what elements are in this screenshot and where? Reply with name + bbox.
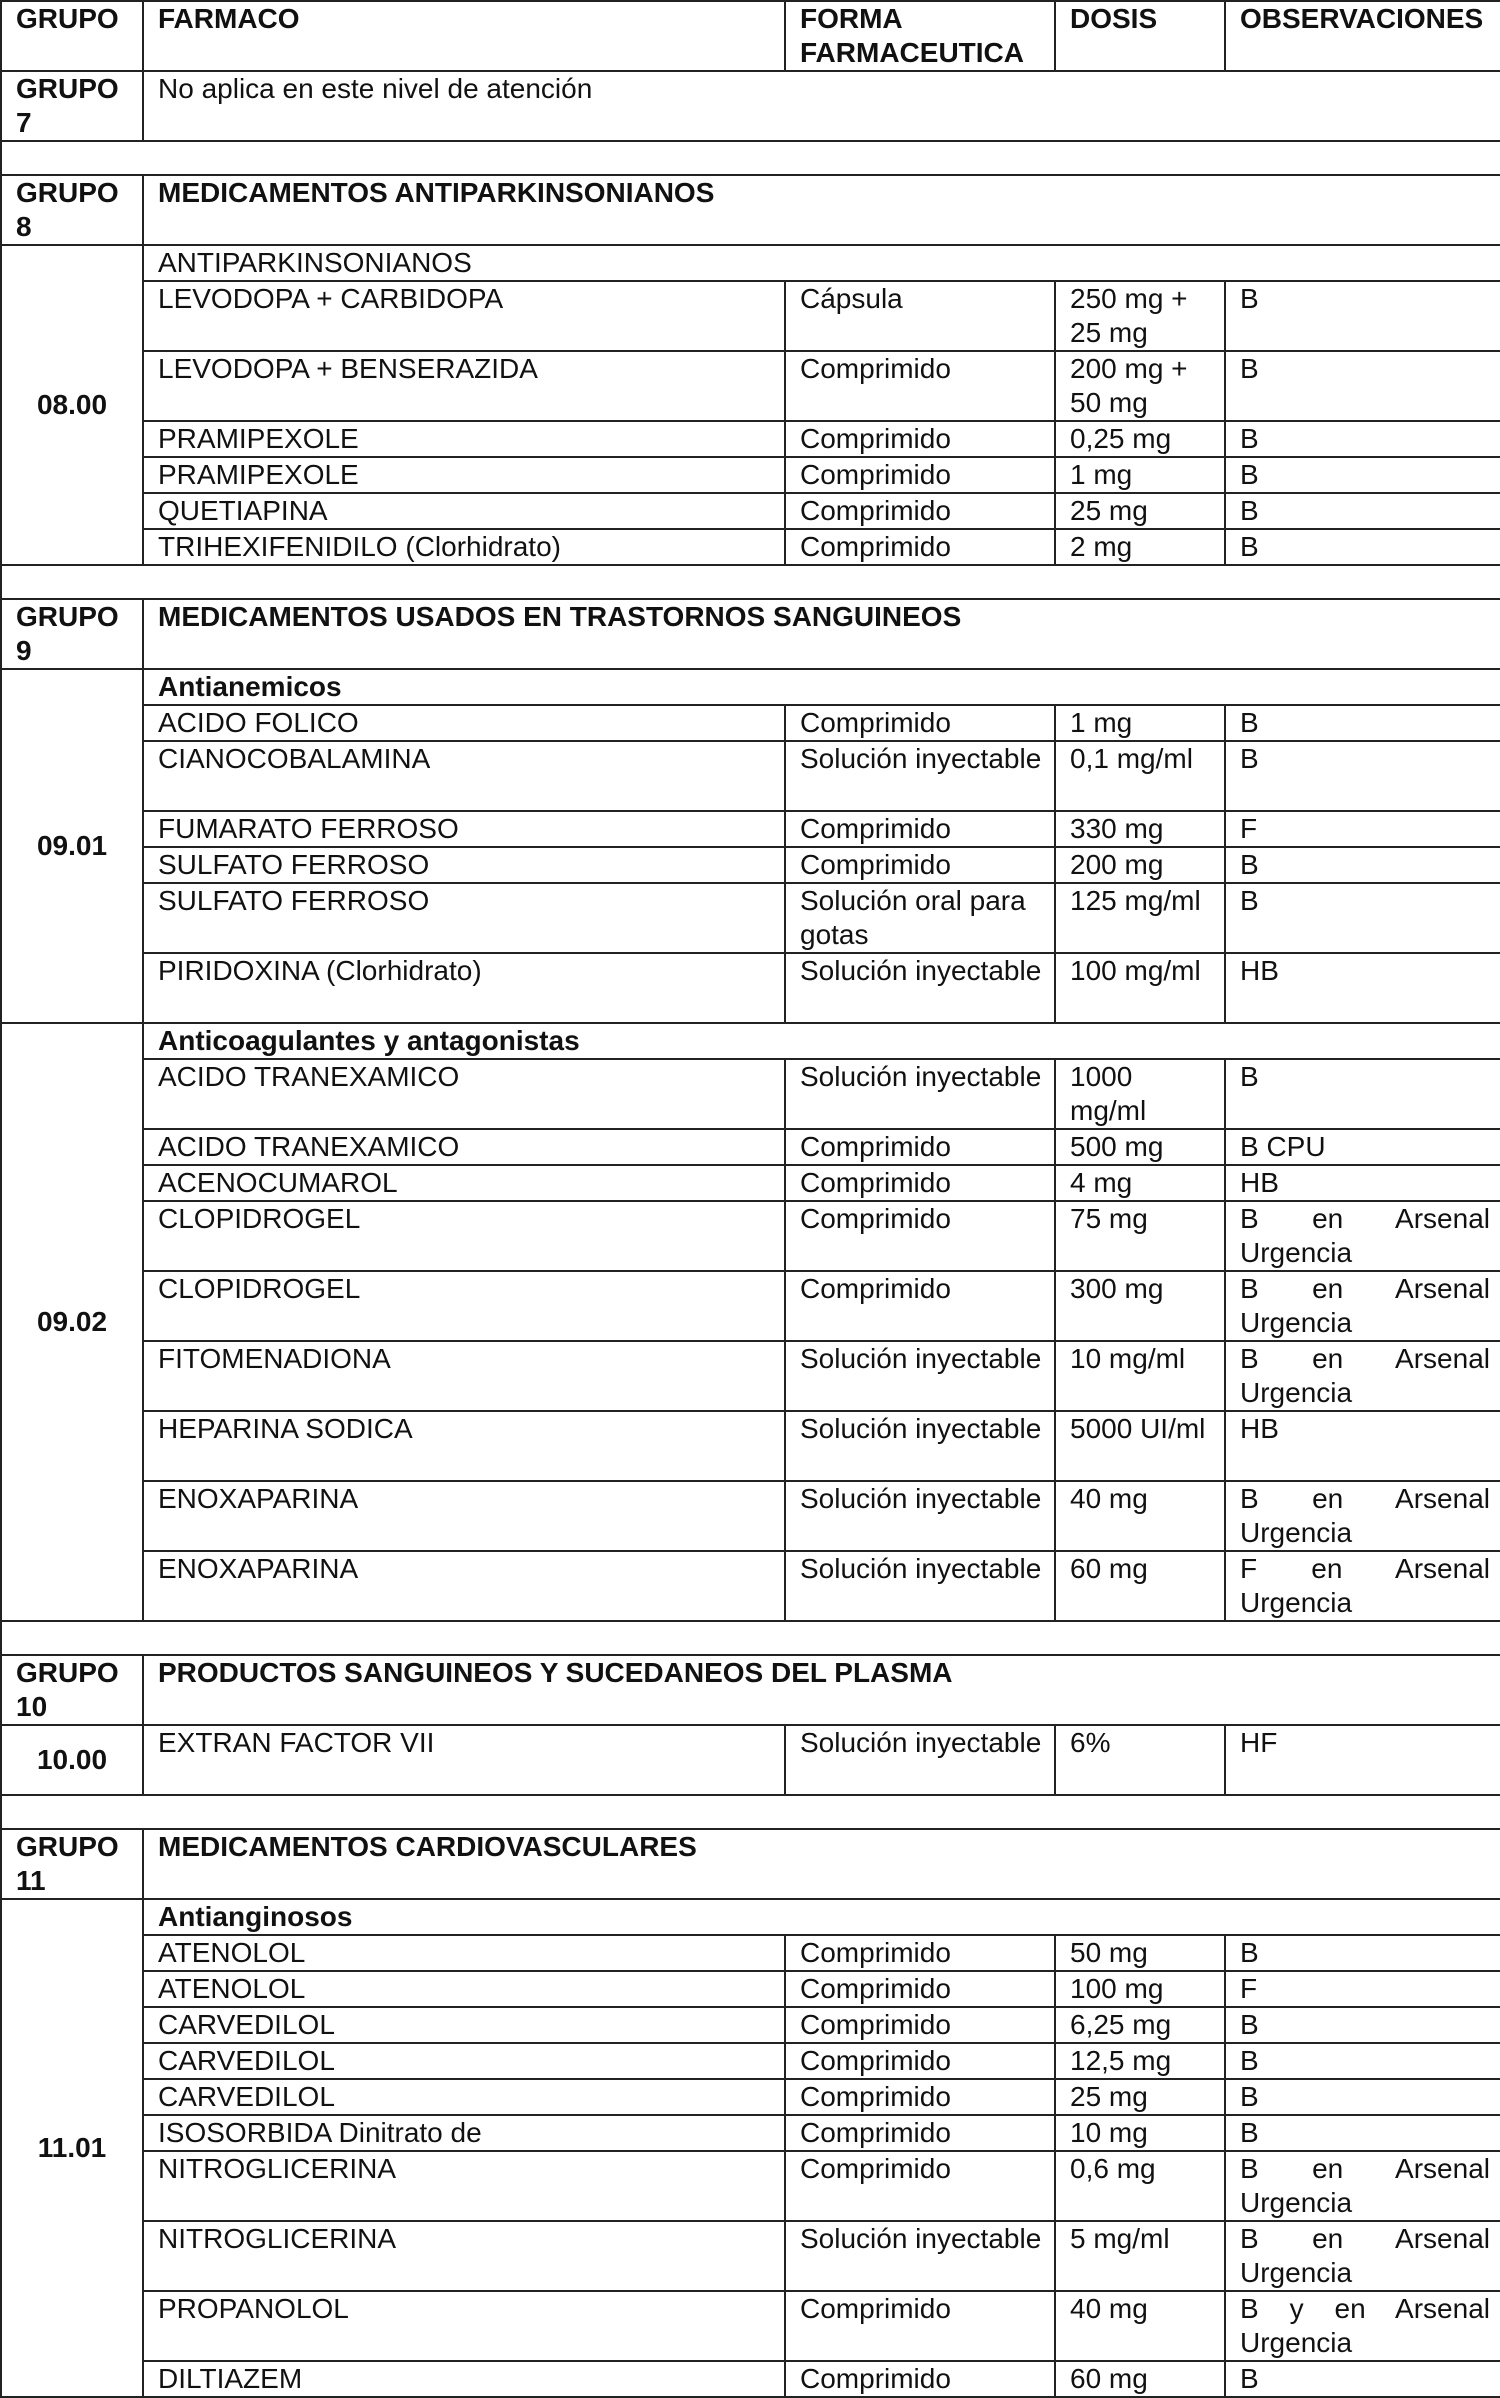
drug-row [1, 2007, 1500, 2043]
drug-row [1, 2079, 1500, 2115]
drug-row [1, 1481, 1500, 1551]
dose: 12,5 mg [1055, 2043, 1225, 2079]
group-note: No aplica en este nivel de atención [143, 71, 1500, 141]
drug-row [1, 1201, 1500, 1271]
section-subtitle-row [1, 245, 1500, 281]
drug-name: ACIDO TRANEXAMICO [143, 1059, 785, 1129]
group-title: MEDICAMENTOS USADOS EN TRASTORNOS SANGUINEOS [143, 599, 1500, 669]
drug-name: NITROGLICERINA [143, 2221, 785, 2291]
drug-name: LEVODOPA + BENSERAZIDA [143, 351, 785, 421]
dosage-form: Comprimido [785, 1971, 1055, 2007]
drug-row [1, 1059, 1500, 1129]
dose: 100 mg [1055, 1971, 1225, 2007]
section-code: 11.01 [1, 1899, 143, 2397]
group-title: MEDICAMENTOS CARDIOVASCULARES [143, 1829, 1500, 1899]
dose: 10 mg [1055, 2115, 1225, 2151]
dosage-form: Comprimido [785, 2361, 1055, 2397]
drug-name: EXTRAN FACTOR VII [143, 1725, 785, 1795]
observation: B y en Arsenal Urgencia [1225, 2291, 1500, 2361]
drug-row [1, 1411, 1500, 1481]
observation: B en Arsenal Urgencia [1225, 1481, 1500, 1551]
drug-row [1, 1935, 1500, 1971]
dosage-form: Comprimido [785, 2115, 1055, 2151]
dosage-form: Comprimido [785, 457, 1055, 493]
dose: 75 mg [1055, 1201, 1225, 1271]
dose: 500 mg [1055, 1129, 1225, 1165]
dosage-form: Solución inyectable [785, 1059, 1055, 1129]
group-header-row [1, 175, 1500, 245]
dosage-form: Comprimido [785, 351, 1055, 421]
drug-name: LEVODOPA + CARBIDOPA [143, 281, 785, 351]
dosage-form: Comprimido [785, 2291, 1055, 2361]
spacer-cell [1, 565, 1500, 599]
dosage-form: Solución inyectable [785, 1411, 1055, 1481]
drug-name: NITROGLICERINA [143, 2151, 785, 2221]
observation: HB [1225, 953, 1500, 1023]
section-subtitle: Antianginosos [143, 1899, 1500, 1935]
dose: 4 mg [1055, 1165, 1225, 1201]
header-row [1, 1, 1500, 71]
dosage-form: Comprimido [785, 493, 1055, 529]
group-title: MEDICAMENTOS ANTIPARKINSONIANOS [143, 175, 1500, 245]
group-header-row [1, 1655, 1500, 1725]
drug-name: ACIDO FOLICO [143, 705, 785, 741]
drug-row [1, 457, 1500, 493]
observation: B [1225, 457, 1500, 493]
drug-name: SULFATO FERROSO [143, 883, 785, 953]
drug-name: CIANOCOBALAMINA [143, 741, 785, 811]
drug-name: ISOSORBIDA Dinitrato de [143, 2115, 785, 2151]
dosage-form: Solución oral para gotas [785, 883, 1055, 953]
drug-row [1, 2221, 1500, 2291]
observation: F [1225, 811, 1500, 847]
spacer-cell [1, 1795, 1500, 1829]
header-forma: FORMA FARMACEUTICA [785, 1, 1055, 71]
group-header-row [1, 1829, 1500, 1899]
observation: B [1225, 1935, 1500, 1971]
dose: 0,6 mg [1055, 2151, 1225, 2221]
section-subtitle-row [1, 1899, 1500, 1935]
section-code: 08.00 [1, 245, 143, 565]
group-title: PRODUCTOS SANGUINEOS Y SUCEDANEOS DEL PLASMA [143, 1655, 1500, 1725]
observation: B en Arsenal Urgencia [1225, 2151, 1500, 2221]
dose: 125 mg/ml [1055, 883, 1225, 953]
drug-row [1, 1341, 1500, 1411]
header-observaciones: OBSERVACIONES [1225, 1, 1500, 71]
dose: 40 mg [1055, 2291, 1225, 2361]
group-header-row [1, 71, 1500, 141]
drug-name: FITOMENADIONA [143, 1341, 785, 1411]
dose: 6,25 mg [1055, 2007, 1225, 2043]
dosage-form: Comprimido [785, 2043, 1055, 2079]
spacer-cell [1, 1621, 1500, 1655]
drug-row [1, 421, 1500, 457]
dose: 1 mg [1055, 705, 1225, 741]
drug-name: CLOPIDROGEL [143, 1201, 785, 1271]
dose: 200 mg + 50 mg [1055, 351, 1225, 421]
dose: 40 mg [1055, 1481, 1225, 1551]
observation: F [1225, 1971, 1500, 2007]
dose: 250 mg + 25 mg [1055, 281, 1225, 351]
drug-row [1, 1551, 1500, 1621]
dosage-form: Comprimido [785, 1129, 1055, 1165]
drug-row [1, 705, 1500, 741]
drug-name: CARVEDILOL [143, 2079, 785, 2115]
observation: B en Arsenal Urgencia [1225, 1201, 1500, 1271]
drug-row [1, 2115, 1500, 2151]
drug-name: DILTIAZEM [143, 2361, 785, 2397]
drug-row [1, 2361, 1500, 2397]
dosage-form: Comprimido [785, 1165, 1055, 1201]
drug-name: CARVEDILOL [143, 2043, 785, 2079]
observation: HF [1225, 1725, 1500, 1795]
group-label: GRUPO 11 [1, 1829, 143, 1899]
dosage-form: Comprimido [785, 2151, 1055, 2221]
drug-name: ACIDO TRANEXAMICO [143, 1129, 785, 1165]
observation: B [1225, 529, 1500, 565]
dosage-form: Comprimido [785, 705, 1055, 741]
dosage-form: Comprimido [785, 1271, 1055, 1341]
drug-name: CLOPIDROGEL [143, 1271, 785, 1341]
dosage-form: Solución inyectable [785, 1551, 1055, 1621]
dosage-form: Comprimido [785, 421, 1055, 457]
observation: B CPU [1225, 1129, 1500, 1165]
section-code: 09.01 [1, 669, 143, 1023]
dosage-form: Cápsula [785, 281, 1055, 351]
dose: 2 mg [1055, 529, 1225, 565]
drug-row [1, 953, 1500, 1023]
dosage-form: Solución inyectable [785, 1725, 1055, 1795]
dosage-form: Solución inyectable [785, 1481, 1055, 1551]
drug-row [1, 2151, 1500, 2221]
observation: B [1225, 883, 1500, 953]
dosage-form: Solución inyectable [785, 2221, 1055, 2291]
drug-name: ATENOLOL [143, 1935, 785, 1971]
dosage-form: Comprimido [785, 1935, 1055, 1971]
group-header-row [1, 599, 1500, 669]
drug-name: ACENOCUMAROL [143, 1165, 785, 1201]
drug-row [1, 1725, 1500, 1795]
drug-name: SULFATO FERROSO [143, 847, 785, 883]
section-subtitle: ANTIPARKINSONIANOS [143, 245, 1500, 281]
section-subtitle: Antianemicos [143, 669, 1500, 705]
section-subtitle: Anticoagulantes y antagonistas [143, 1023, 1500, 1059]
dosage-form: Comprimido [785, 2079, 1055, 2115]
dose: 0,25 mg [1055, 421, 1225, 457]
dosage-form: Solución inyectable [785, 741, 1055, 811]
dose: 0,1 mg/ml [1055, 741, 1225, 811]
dose: 60 mg [1055, 1551, 1225, 1621]
observation: HB [1225, 1411, 1500, 1481]
drug-row [1, 1165, 1500, 1201]
dose: 5 mg/ml [1055, 2221, 1225, 2291]
observation: B en Arsenal Urgencia [1225, 1341, 1500, 1411]
dose: 50 mg [1055, 1935, 1225, 1971]
drug-row [1, 883, 1500, 953]
drug-name: ENOXAPARINA [143, 1481, 785, 1551]
drug-name: CARVEDILOL [143, 2007, 785, 2043]
header-grupo: GRUPO [1, 1, 143, 71]
dose: 330 mg [1055, 811, 1225, 847]
dosage-form: Solución inyectable [785, 1341, 1055, 1411]
observation: B [1225, 2043, 1500, 2079]
dosage-form: Comprimido [785, 1201, 1055, 1271]
drug-row [1, 281, 1500, 351]
dose: 5000 UI/ml [1055, 1411, 1225, 1481]
drug-name: PROPANOLOL [143, 2291, 785, 2361]
observation: B [1225, 741, 1500, 811]
group-label: GRUPO 9 [1, 599, 143, 669]
dosage-form: Comprimido [785, 811, 1055, 847]
drug-row [1, 847, 1500, 883]
section-code: 09.02 [1, 1023, 143, 1621]
drug-row [1, 1271, 1500, 1341]
drug-name: TRIHEXIFENIDILO (Clorhidrato) [143, 529, 785, 565]
drug-row [1, 2043, 1500, 2079]
group-label: GRUPO 10 [1, 1655, 143, 1725]
observation: HB [1225, 1165, 1500, 1201]
header-farmaco: FARMACO [143, 1, 785, 71]
section-code: 10.00 [1, 1725, 143, 1795]
drug-row [1, 351, 1500, 421]
dosage-form: Comprimido [785, 847, 1055, 883]
spacer-row [1, 1621, 1500, 1655]
drug-name: HEPARINA SODICA [143, 1411, 785, 1481]
dose: 60 mg [1055, 2361, 1225, 2397]
drug-name: PRAMIPEXOLE [143, 457, 785, 493]
observation: B [1225, 281, 1500, 351]
dose: 10 mg/ml [1055, 1341, 1225, 1411]
drug-name: FUMARATO FERROSO [143, 811, 785, 847]
drug-name: ENOXAPARINA [143, 1551, 785, 1621]
spacer-row [1, 1795, 1500, 1829]
dose: 25 mg [1055, 2079, 1225, 2115]
observation: B [1225, 2361, 1500, 2397]
observation: B [1225, 705, 1500, 741]
drug-name: PRAMIPEXOLE [143, 421, 785, 457]
dose: 100 mg/ml [1055, 953, 1225, 1023]
drug-row [1, 741, 1500, 811]
dose: 25 mg [1055, 493, 1225, 529]
dosage-form: Comprimido [785, 2007, 1055, 2043]
observation: B [1225, 493, 1500, 529]
section-subtitle-row [1, 1023, 1500, 1059]
dose: 1 mg [1055, 457, 1225, 493]
dose: 300 mg [1055, 1271, 1225, 1341]
drug-row [1, 529, 1500, 565]
observation: B [1225, 847, 1500, 883]
observation: B [1225, 2079, 1500, 2115]
drug-row [1, 1971, 1500, 2007]
dosage-form: Solución inyectable [785, 953, 1055, 1023]
drug-row [1, 2291, 1500, 2361]
spacer-row [1, 141, 1500, 175]
dosage-form: Comprimido [785, 529, 1055, 565]
observation: B [1225, 421, 1500, 457]
observation: B [1225, 2115, 1500, 2151]
group-label: GRUPO 7 [1, 71, 143, 141]
header-dosis: DOSIS [1055, 1, 1225, 71]
drug-name: ATENOLOL [143, 1971, 785, 2007]
observation: F en Arsenal Urgencia [1225, 1551, 1500, 1621]
group-label: GRUPO 8 [1, 175, 143, 245]
section-subtitle-row [1, 669, 1500, 705]
observation: B en Arsenal Urgencia [1225, 1271, 1500, 1341]
observation: B en Arsenal Urgencia [1225, 2221, 1500, 2291]
dose: 200 mg [1055, 847, 1225, 883]
observation: B [1225, 351, 1500, 421]
spacer-cell [1, 141, 1500, 175]
drug-row [1, 493, 1500, 529]
observation: B [1225, 1059, 1500, 1129]
dose: 6% [1055, 1725, 1225, 1795]
drug-name: PIRIDOXINA (Clorhidrato) [143, 953, 785, 1023]
drug-row [1, 811, 1500, 847]
drug-row [1, 1129, 1500, 1165]
observation: B [1225, 2007, 1500, 2043]
dose: 1000 mg/ml [1055, 1059, 1225, 1129]
drug-name: QUETIAPINA [143, 493, 785, 529]
spacer-row [1, 565, 1500, 599]
